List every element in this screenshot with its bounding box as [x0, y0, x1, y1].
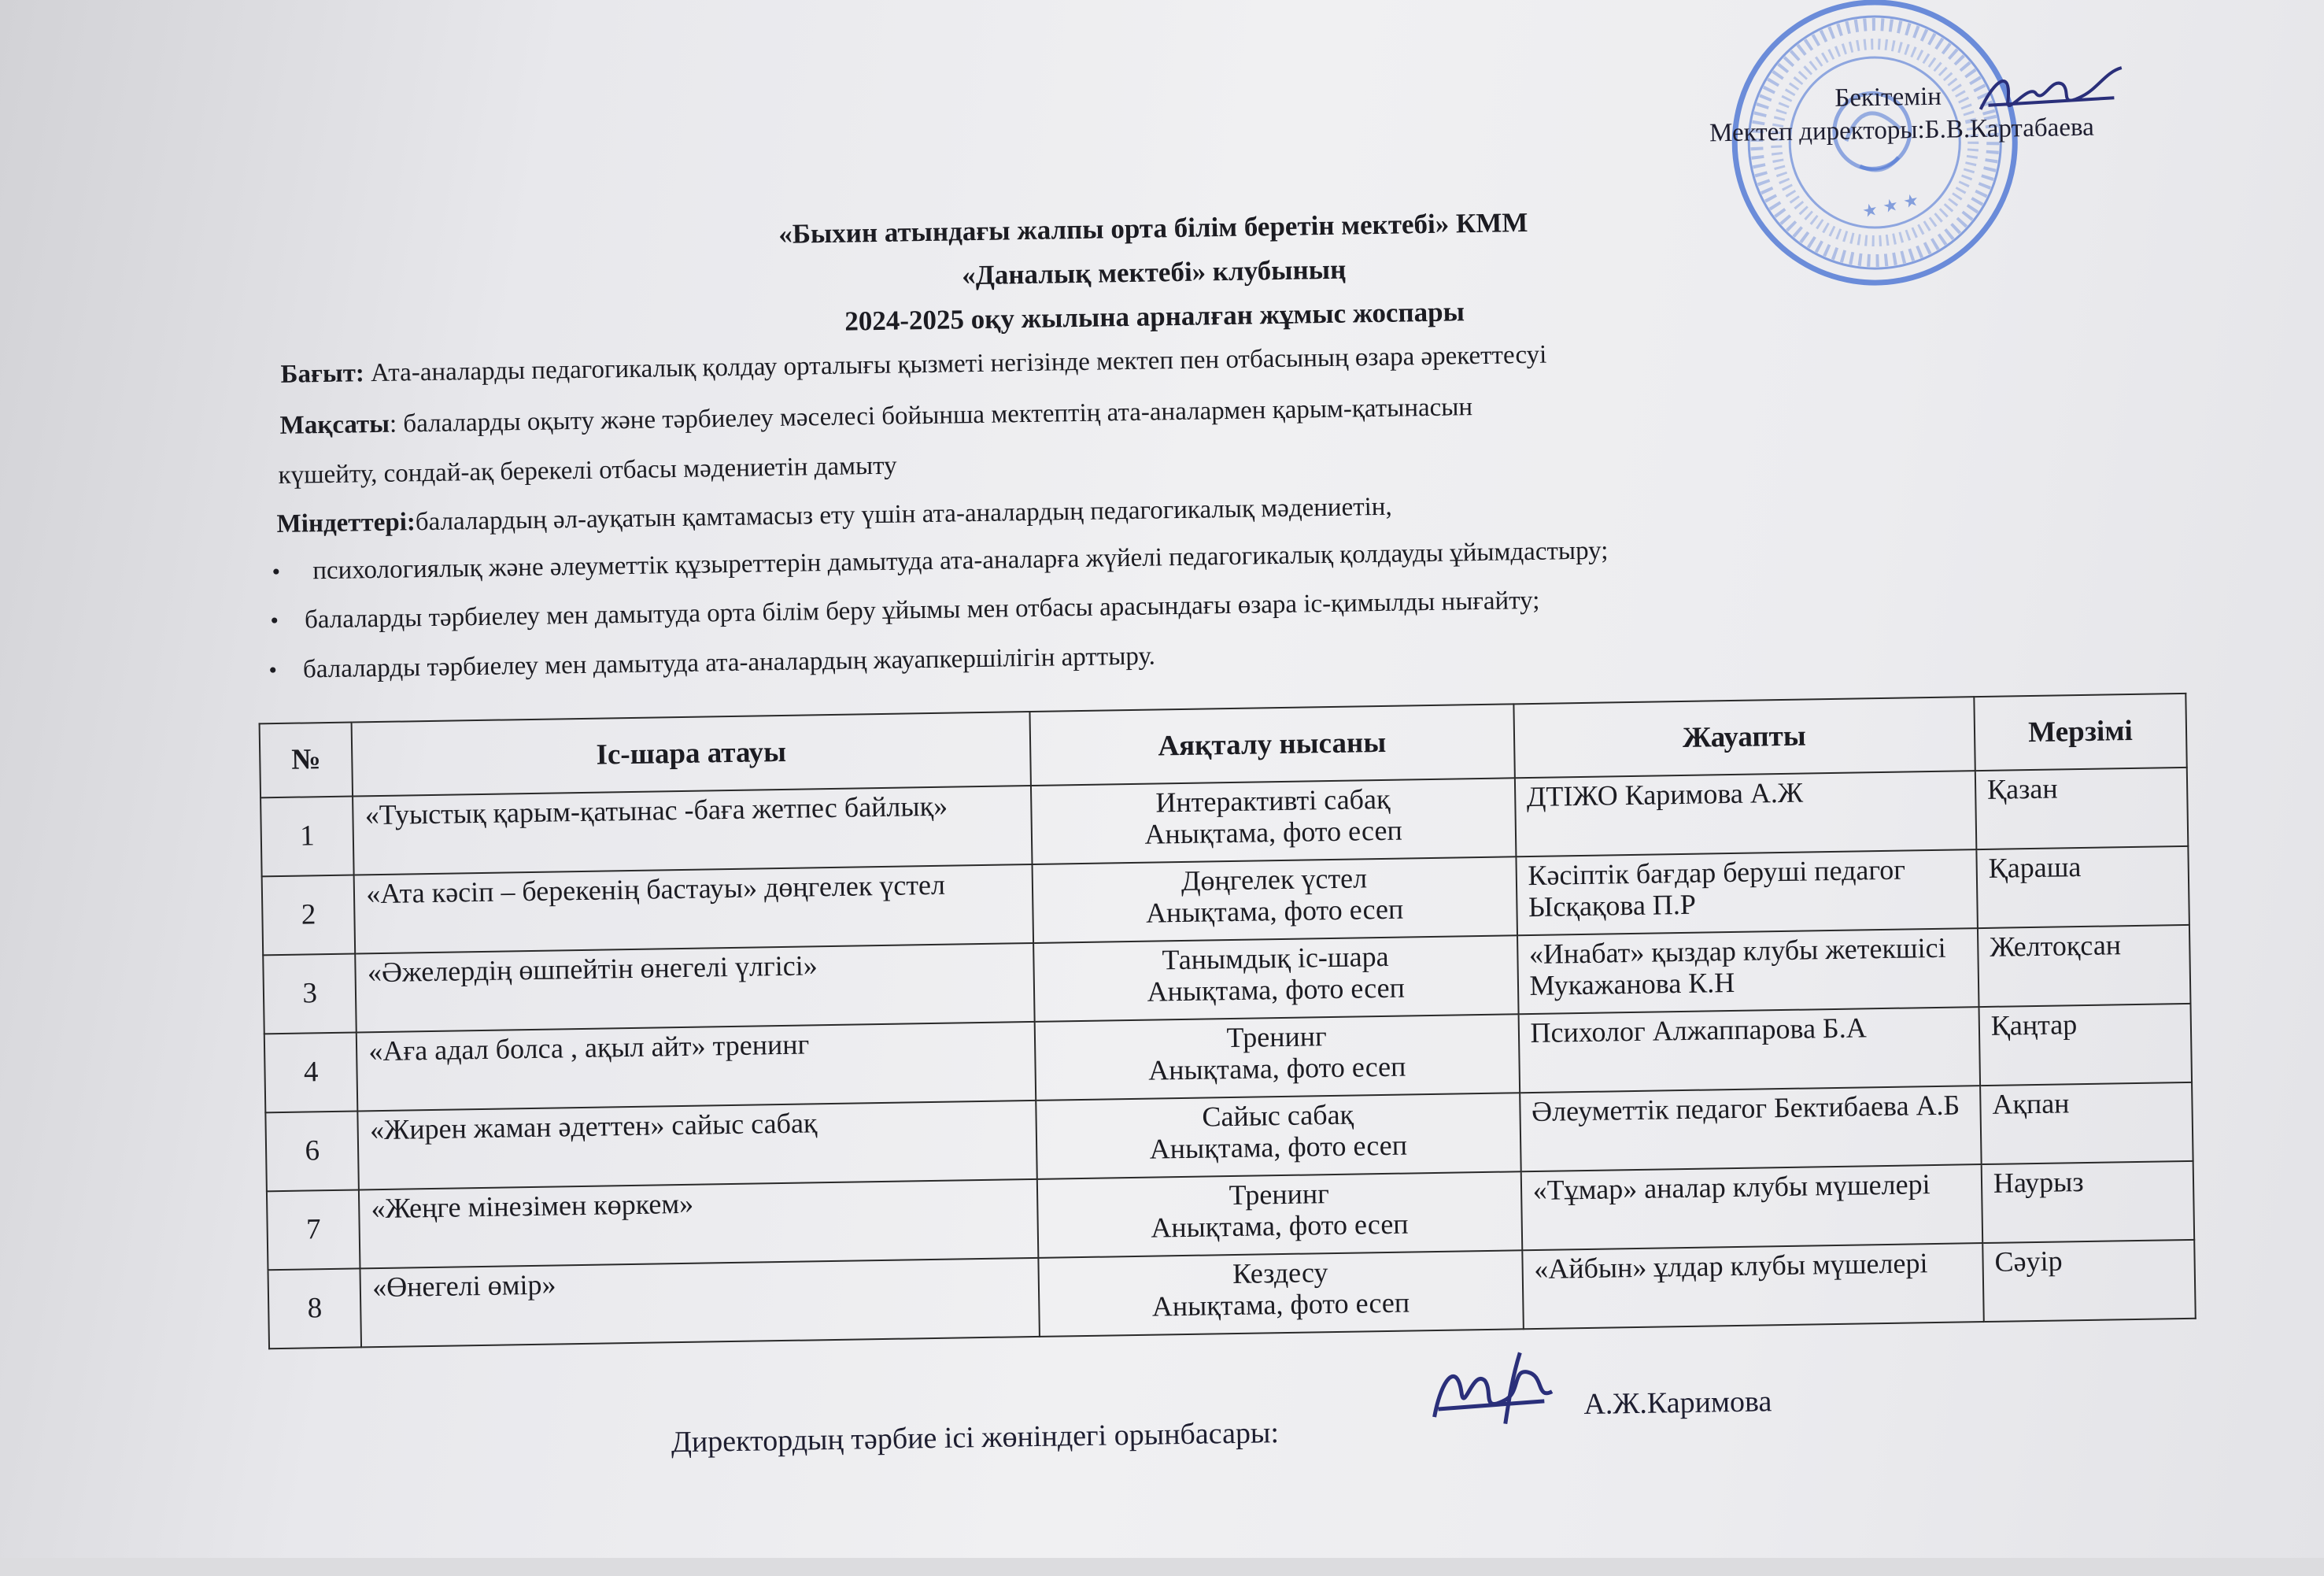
footer-name: А.Ж.Каримова: [1583, 1385, 1772, 1422]
goal-line-2: күшейту, сондай-ақ берекелі отбасы мәдениетін дамыту: [278, 451, 897, 490]
col-header-form: Аяқталу нысаны: [1029, 704, 1514, 786]
cell-responsible: Кәсіптік бағдар беруші педагог Ысқақова П.Р: [1516, 849, 1978, 935]
cell-form-type: Кездесу: [1232, 1256, 1328, 1290]
cell-form: [1031, 778, 1516, 864]
cell-responsible: Әлеуметтік педагог Бектибаева А.Б: [1520, 1086, 1982, 1171]
cell-form: [1034, 1014, 1519, 1101]
col-header-event: Іс-шара атауы: [352, 712, 1031, 797]
header-plan: 2024-2025 оқу жылына арналған жұмыс жоспары: [844, 296, 1465, 337]
cell-term: Қазан: [1975, 768, 2189, 849]
cell-form-type: Тренинг: [1229, 1178, 1330, 1212]
bullet-icon: •: [270, 607, 279, 634]
goal-line-1: [279, 393, 1472, 441]
cell-form-type: Танымдық іс-шара: [1162, 940, 1389, 976]
cell-form-type: Дөңгелек үстел: [1180, 862, 1368, 897]
col-header-responsible: Жауапты: [1513, 697, 1975, 778]
cell-event: «Жирен жаман әдеттен» сайыс сабақ: [358, 1101, 1037, 1190]
bullet-text-3: балаларды тәрбиелеу мен дамытуда ата-аналардың жауапкершілігін арттыру.: [302, 642, 1156, 684]
cell-responsible: ДТІЖО Каримова А.Ж: [1514, 771, 1976, 856]
cell-number: 2: [262, 875, 356, 956]
cell-form-report: Анықтама, фото есеп: [1145, 893, 1404, 929]
direction-line: [280, 341, 1546, 390]
header-school: «Быхин атындағы жалпы орта білім беретін мектебі» КММ: [778, 206, 1528, 250]
cell-event: «Жеңге мінезімен көркем»: [359, 1179, 1038, 1269]
cell-form: [1033, 935, 1518, 1022]
approval-label: Бекітемін: [1834, 82, 1942, 113]
cell-responsible: «Тұмар» аналар клубы мүшелері: [1520, 1164, 1982, 1250]
cell-form-report: Анықтама, фото есеп: [1150, 1208, 1409, 1244]
cell-term: Желтоқсан: [1978, 925, 2191, 1007]
direction-label: Бағыт:: [280, 359, 365, 389]
cell-event: «Аға адал болса , ақыл айт» тренинг: [357, 1022, 1036, 1112]
footer-position: Директордың тәрбие ісі жөніндегі орынбасары:: [671, 1416, 1280, 1459]
cell-event: «Туыстық қарым-қатынас -баға жетпес байлық»: [353, 786, 1032, 875]
cell-number: 4: [264, 1032, 358, 1112]
cell-term: Қараша: [1976, 846, 2189, 928]
plan-table: [259, 693, 2197, 1349]
cell-event: «Ата кәсіп – берекенің бастауы» дөңгелек үстел: [354, 864, 1033, 954]
cell-form-report: Анықтама, фото есеп: [1147, 971, 1406, 1008]
cell-responsible: Психолог Алжаппарова Б.А: [1518, 1007, 1980, 1093]
cell-form: [1038, 1250, 1523, 1337]
cell-term: Сәуір: [1982, 1240, 2196, 1322]
header-club: «Даналық мектебі» клубының: [961, 253, 1347, 291]
cell-form-report: Анықтама, фото есеп: [1151, 1286, 1410, 1323]
svg-text:★ ★ ★: ★ ★ ★: [1860, 190, 1921, 223]
cell-event: «Әжелердің өшпейтін өнегелі үлгісі»: [356, 943, 1035, 1033]
cell-number: 6: [265, 1111, 359, 1191]
cell-responsible: «Айбын» ұлдар клубы мүшелері: [1522, 1243, 1984, 1329]
cell-form: [1032, 856, 1517, 943]
cell-form: [1036, 1171, 1521, 1258]
direction-text: Ата-аналарды педагогикалық қолдау орталығы қызметі негізінде мектеп пен отбасының өзара әрекеттесуі: [364, 340, 1547, 388]
bullet-item: [272, 536, 1608, 586]
col-header-term: Мерзімі: [1974, 694, 2187, 771]
bullet-icon: •: [272, 558, 281, 586]
cell-number: 7: [267, 1189, 360, 1270]
bullet-icon: •: [268, 657, 278, 684]
cell-event: «Өнегелі өмір»: [360, 1258, 1040, 1348]
goal-text-1: : балаларды оқыту және тәрбиелеу мәселесі бойынша мектептің ата-аналармен қарым-қатынасын: [389, 393, 1473, 438]
cell-responsible: «Инабат» қыздар клубы жетекшісі Мукажанова К.Н: [1517, 928, 1979, 1014]
tasks-text: балалардың әл-ауқатын қамтамасыз ету үшін ата-аналардың педагогикалық мәдениетін,: [415, 492, 1392, 537]
tasks-line: [276, 493, 1392, 539]
cell-form-report: Анықтама, фото есеп: [1147, 1050, 1406, 1086]
goal-label: Мақсаты: [279, 409, 390, 440]
cell-number: 1: [260, 797, 354, 877]
cell-term: Қаңтар: [1979, 1004, 2192, 1086]
col-header-number: №: [260, 723, 353, 798]
cell-form-type: Интерактивті сабақ: [1155, 782, 1391, 819]
cell-form-report: Анықтама, фото есеп: [1144, 814, 1402, 850]
bullet-text-1: психологиялық және әлеуметтік құзыреттерін дамытуда ата-аналарға жүйелі педагогикалық қолдауды ұйымдастыру;: [312, 536, 1609, 586]
deputy-signature: [1425, 1345, 1561, 1434]
cell-form-type: Сайыс сабақ: [1202, 1098, 1354, 1133]
cell-number: 3: [263, 953, 357, 1034]
cell-term: Наурыз: [1982, 1161, 2195, 1243]
cell-term: Ақпан: [1980, 1082, 2193, 1164]
cell-form-report: Анықтама, фото есеп: [1149, 1129, 1408, 1165]
director-signature: [1972, 60, 2130, 125]
cell-form: [1036, 1093, 1520, 1179]
cell-number: 8: [268, 1268, 361, 1348]
cell-form-type: Тренинг: [1226, 1020, 1328, 1054]
tasks-label: Міндеттері:: [276, 508, 416, 538]
approval-director: Мектеп директоры:Б.В.Картабаева: [1709, 113, 2095, 148]
bullet-item: [268, 642, 1155, 685]
bullet-item: [270, 586, 1539, 635]
bullet-text-2: балаларды тәрбиелеу мен дамытуда орта білім беру ұйымы мен отбасы арасындағы өзара іс-қимылды нығайту;: [304, 586, 1540, 634]
